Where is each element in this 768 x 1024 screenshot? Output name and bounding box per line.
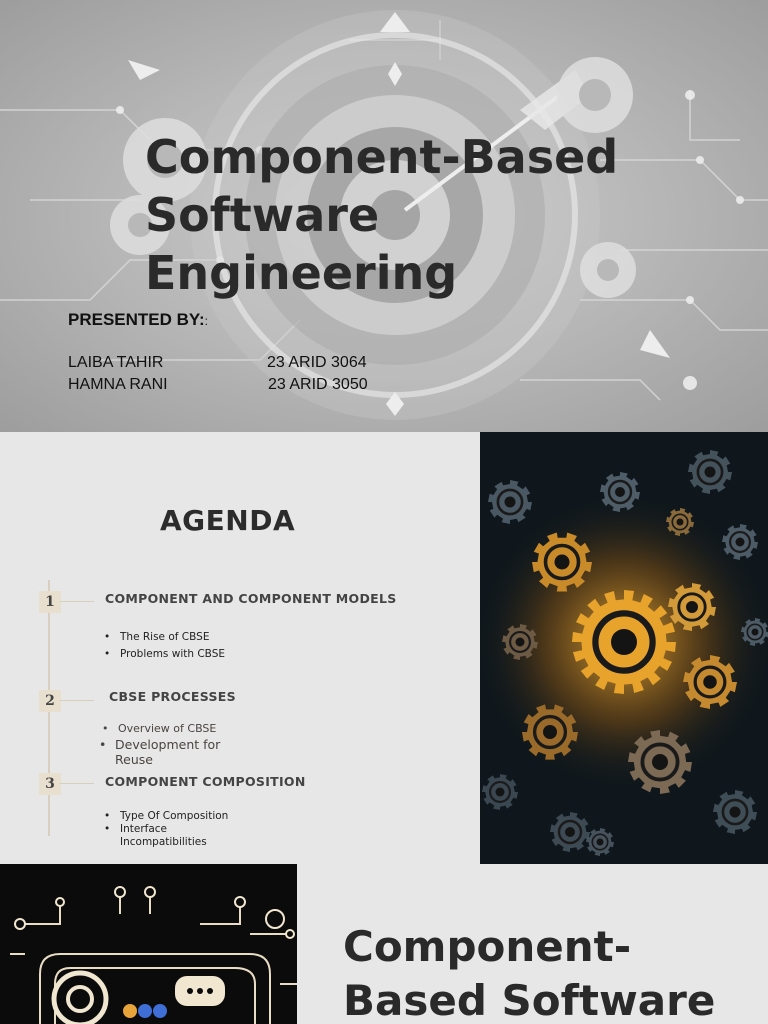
section-number-badge: 3 [39,773,61,795]
section-number-badge: 2 [39,690,61,712]
timeline-connector [60,601,94,602]
gear-hub [652,754,668,770]
presenter-id: 23 ARID 3050 [268,376,368,393]
slide-title: Component-Based Software [343,922,716,1024]
agenda-item: • Problems with CBSE [104,648,225,660]
agenda-item: • Interface Incompatibilities [104,823,207,848]
presenter-name: HAMNA RANI [68,376,168,393]
gear-hub [611,629,637,655]
circuit-illustration [0,864,297,1024]
timeline-connector [60,783,94,784]
circuit-board-image [0,864,297,1024]
agenda-item: • Development for Reuse [99,737,221,767]
title-slide [0,0,768,432]
gear-hub [496,788,505,797]
presented-by-label [68,310,208,330]
agenda-item: • Type Of Composition [104,810,229,822]
gear-hub [597,839,604,846]
section-title: CBSE PROCESSES [109,689,236,704]
agenda-item: • The Rise of CBSE [104,631,210,643]
timeline-connector [60,700,94,701]
gear-hub [703,675,717,689]
presenter-name: LAIBA TAHIR [68,354,164,371]
gear-hub [615,487,625,497]
gear-hub [730,807,741,818]
gear-hub [736,538,745,547]
section-title: COMPONENT AND COMPONENT MODELS [105,591,397,606]
presenter-row [68,376,368,394]
presenter-row [68,354,367,372]
agenda-slide [0,432,768,864]
gear-hub [505,497,516,508]
section-number-badge: 1 [39,591,61,613]
intro-slide [0,864,768,1024]
gear-hub [686,601,698,613]
gear-hub [752,629,759,636]
gear-hub [565,827,575,837]
presented-by-text: PRESENTED BY: [68,310,205,329]
section-title: COMPONENT COMPOSITION [105,774,306,789]
gear-hub [705,467,716,478]
presenter-id: 23 ARID 3064 [267,354,367,371]
agenda-item: • Overview of CBSE [102,722,217,735]
glowing-gears-image [480,432,768,864]
presented-by-colon: : [204,314,208,328]
presentation-title: Component-Based Software Engineering [145,130,619,300]
gear-hub [677,519,684,526]
gear-hub [555,555,570,570]
gear-hub [516,638,525,647]
gear-hub [543,725,557,739]
gears-illustration [480,432,768,864]
agenda-title: AGENDA [160,504,296,537]
